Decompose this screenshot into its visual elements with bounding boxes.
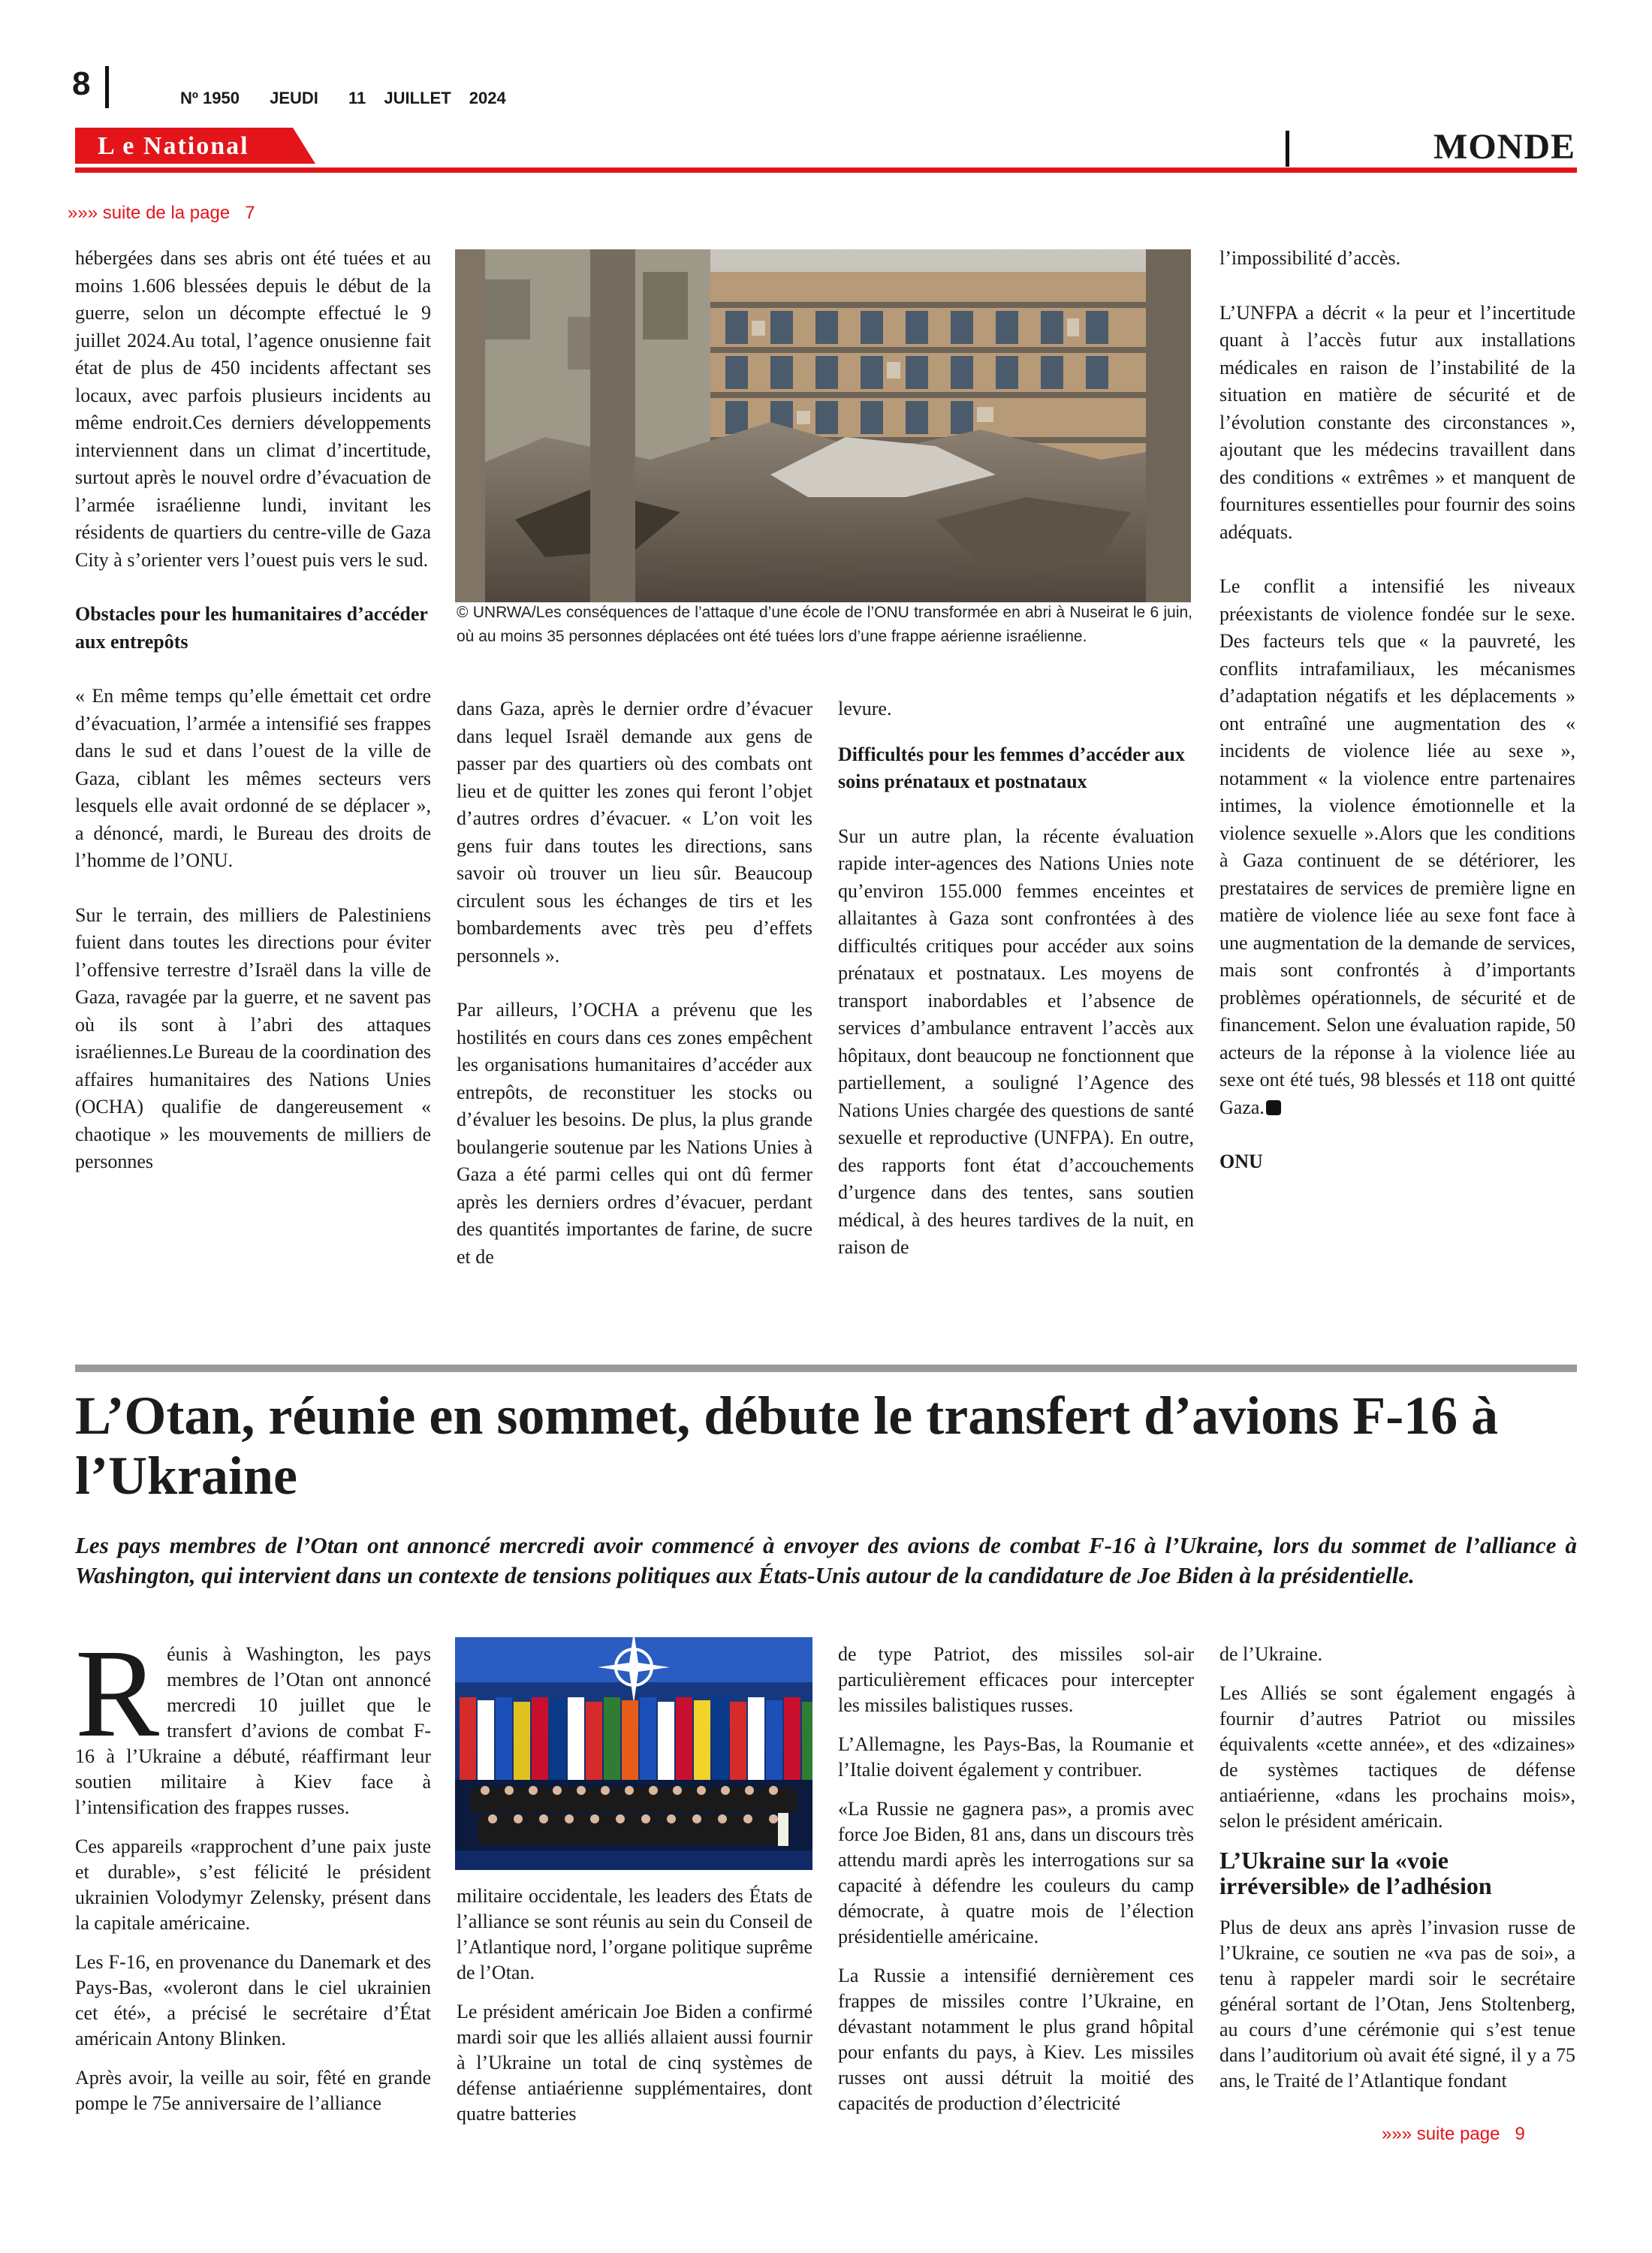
article1-column-1 [75,245,431,1203]
article1-subhead-women: Difficultés pour les femmes d’accéder aux soins prénataux et postnataux [838,743,1185,792]
issue-info [180,89,532,108]
article1-paragraph: hébergées dans ses abris ont été tuées et au moins 1.606 blessées depuis le début de la guerre, selon un décompte effectué le 9 juillet 2024.Au total, l’agence onusienne fait état de plus de 450 incidents affectant ses locaux, avec parfois plusieurs incidents au même endroit.Ces derniers développements interviennent dans un climat d’incertitude, surtout après le nouvel ordre d’évacuation de l’armée israélienne lundi, invitant les résidents de quartiers du centre-ville de Gaza City à s’orienter vers l’ouest puis vers le sud. [75,247,431,571]
nato-summit-illustration [455,1637,812,1870]
article2-paragraph: de type Patriot, des missiles sol-air particulièrement efficaces pour intercepter les missiles balistiques russes. [838,1643,1194,1716]
page-number-divider [105,66,109,108]
article2-column-4 [1219,1642,1575,2107]
article1-paragraph: Sur le terrain, des milliers de Palestiniens fuient dans toutes les directions pour éviter l’offensive terrestre d’Israël dans la ville de Gaza, ravagée par la guerre, et ne savent pas où ils sont à l’abri des attaques israéliennes.Le Bureau de la coordination des affaires humanitaires des Nations Unies (OCHA) qualifie de dangereusement « chaotique » les mouvements de milliers de personnes [75,903,431,1172]
article1-column-4 [1219,245,1575,1203]
article2-column-1 [75,1624,431,2130]
article1-paragraph [1219,573,1575,1121]
section-name: MONDE [1433,127,1575,167]
continued-from-label: »»» suite de la page [68,203,231,223]
article2-paragraph: L’Allemagne, les Pays-Bas, la Roumanie et l’Italie doivent également y contribuer. [838,1733,1194,1781]
article2-paragraph: Après avoir, la veille au soir, fêté en grande pompe le 75e anniversaire de l’alliance [75,2067,431,2114]
article2-lead-paragraph [75,1624,431,1820]
article2-paragraph: Ces appareils «rapprochent d’une paix juste et durable», s’est félicité le président ukrainien Volodymyr Zelensky, présent dans la capitale américaine. [75,1835,431,1934]
issue-number: Nº 1950 [180,89,240,107]
article2-paragraph: militaire occidentale, les leaders des États de l’alliance se sont réunis au sein du Conseil de l’Atlantique nord, l’organe politique suprême de l’Otan. [457,1885,812,1983]
article1-column-3 [838,695,1194,1289]
header-rule [75,167,1577,173]
article2-paragraph: Les Alliés se sont également engagés à fournir d’autres Patriot ou missiles équivalents «cette année», et des «dizaines» de systèmes tactiques de défense antiaérienne, «dans les prochains mois», selon le président américain. [1219,1682,1575,1832]
article1-paragraph: Par ailleurs, l’OCHA a prévenu que les hostilités en cours dans ces zones empêchent les organisations humanitaires d’accéder aux entrepôts, de reconstituer les stocks ou d’évaluer les besoins. De plus, la plus grande boulangerie soutenue par les Nations Unies à Gaza a été parmi celles qui ont dû fermer après les derniers ordres d’évacuer, perdant des quantités importantes de farine, de sucre et de [457,999,812,1268]
article2-lead-text: éunis à Washington, les pays membres de l’Otan ont annoncé mercredi 10 juillet que le transfert d’avions de combat F-16 à l’Ukraine a débuté, réaffirmant leur soutien militaire à Kiev face à l’intensification des frappes russes. [75,1643,431,1818]
issue-month: JUILLET [384,89,451,107]
article1-paragraph: Sur un autre plan, la récente évaluation rapide inter-agences des Nations Unies note qu’environ 155.000 femmes enceintes et allaitantes à Gaza sont confrontées à des difficultés critiques pour accéder aux soins prénataux et postnataux. Les moyens de transport inabordables et l’absence de services d’ambulance entravent l’accès aux hôpitaux, dont beaucoup ne fonctionnent que partiellement, a souligné l’Agence des Nations Unies chargée des questions de santé sexuelle et reproductive (UNFPA). En outre, des rapports font état d’accouchements d’urgence dans des tentes, sans soutien médical, à des heures tardives de la nuit, en raison de [838,825,1194,1258]
article2-column-3 [838,1642,1194,2130]
article2-paragraph: Les F-16, en provenance du Danemark et des Pays-Bas, «voleront dans le ciel ukrainien cet été», a précisé le secrétaire d’État américain Antony Blinken. [75,1951,431,2049]
article2-paragraph: «La Russie ne gagnera pas», a promis avec force Joe Biden, 81 ans, dans un discours très attendu mardi après les interrogations sur sa capacité à défendre les couleurs du camp démocrate, à quatre mois de l’élection présidentielle américaine. [838,1798,1194,1947]
article2-paragraph: de l’Ukraine. [1219,1643,1323,1665]
article2-standfirst: Les pays membres de l’Otan ont annoncé mercredi avoir commencé à envoyer des avions de combat F-16 à l’Ukraine, lors du sommet de l’alliance à Washington, qui intervient dans un contexte de tensions politiques aux États-Unis autour de la candidature de Joe Biden à la présidentielle. [75,1532,1577,1588]
article1-subhead-warehouses: Obstacles pour les humanitaires d’accéder aux entrepôts [75,603,428,653]
school-ruins-photo [455,249,1191,602]
continued-on-link[interactable] [1382,2124,1525,2145]
continued-from-link[interactable] [68,203,255,224]
article1-signature: ONU [1219,1151,1263,1172]
article1-paragraph: l’impossibilité d’accès. [1219,247,1401,269]
article-end-icon [1266,1100,1281,1115]
photo-caption: © UNRWA/Les conséquences de l’attaque d’une école de l’ONU transformée en abri à Nuseirat le 6 juin, où au moins 35 personnes déplacées ont été tuées lors d’une frappe aérienne israélienne. [457,604,1192,645]
issue-year: 2024 [469,89,506,107]
article2-paragraph: La Russie a intensifié dernièrement ces frappes de missiles contre l’Ukraine, en dévastant notamment le plus grand hôpital pour enfants du pays, à Kiev. Les missiles russes ont aussi détruit la moitié des capacités de production d’électricité [838,1965,1194,2114]
article2-headline: L’Otan, réunie en sommet, débute le transfert d’avions F-16 à l’Ukraine [75,1386,1499,1506]
article1-paragraph: levure. [838,698,892,719]
continued-from-page: 7 [245,203,255,223]
continued-on-label: »»» suite page [1382,2124,1500,2144]
article-separator [75,1365,1577,1372]
issue-day: 11 [348,89,366,107]
newspaper-name: L e National [98,132,249,160]
article1-paragraph: dans Gaza, après le dernier ordre d’évacuer dans lequel Israël demande aux gens de passer par des quartiers où des combats ont lieu et de quitter les zones qui feront l’objet d’autres ordres d’évacuer. « L’on voit les gens fuir dans toutes les directions, sans savoir où trouver un lieu sûr. Beaucoup circulent sous les échanges de tirs et les bombardements avec très peu d’effets personnels ». [457,698,812,967]
article1-column-2 [457,695,812,1298]
school-ruins-illustration [455,249,1191,602]
issue-weekday: JEUDI [270,89,318,107]
article1-paragraph: L’UNFPA a décrit « la peur et l’incertitude quant à l’accès futur aux installations médicales en raison de l’instabilité de la situation en matière de sécurité et de l’évolution constante des circonstances », ajoutant que les médecins travaillent dans des conditions « extrêmes » et manquent de fournitures essentielles pour fournir des soins adéquats. [1219,301,1575,543]
article1-final-text: Le conflit a intensifié les niveaux préexistants de violence fondée sur le sexe. Des facteurs tels que « la pauvreté, les conflits intrafamiliaux, les mécanismes d’adaptation négatifs et les déplacements » ont entraîné une augmentation des « incidents de violence liée au sexe », notamment « la violence entre partenaires intimes, la violence émotionnelle et la violence sexuelle ».Alors que les conditions à Gaza continuent de se détériorer, les prestataires de services de première ligne en matière de violence liée au sexe font face à une augmentation de la demande de services, mais sont confrontés à d’importants problèmes opérationnels, de sécurité et de financement. Selon une évaluation rapide, 50 acteurs de la réponse à la violence liée au sexe ont été tués, 98 blessés et 118 ont quitté Gaza. [1219,575,1575,1118]
article2-paragraph: Plus de deux ans après l’invasion russe de l’Ukraine, ce soutien ne «va pas de soi», a tenu à rappeler mardi soir le secrétaire général sortant de l’Otan, Jens Stoltenberg, au cours d’une cérémonie qui s’est tenue dans l’auditorium où avait été signé, il y a 75 ans, le Traité de l’Atlantique fondant [1219,1917,1575,2092]
nato-summit-photo [455,1637,812,1870]
page-number: 8 [72,65,91,102]
drop-cap: R [75,1624,160,1763]
article1-paragraph: « En même temps qu’elle émettait cet ordre d’évacuation, l’armée a intensifié ses frappes dans le sud et dans l’ouest de la ville de Gaza, ciblant les mêmes secteurs vers lesquels elle avait ordonné de se déplacer », a dénoncé, mardi, le Bureau des droits de l’homme de l’ONU. [75,685,431,871]
continued-on-page: 9 [1515,2124,1525,2144]
article2-subhead-membership: L’Ukraine sur la «voie irréversible» de l’adhésion [1219,1847,1492,1899]
article2-column-2 [457,1884,812,2140]
section-divider [1286,131,1289,167]
article2-paragraph: Le président américain Joe Biden a confirmé mardi soir que les alliés allaient aussi fournir à l’Ukraine un total de cinq systèmes de défense antiaérienne supplémentaires, dont quatre batteries [457,2001,812,2125]
